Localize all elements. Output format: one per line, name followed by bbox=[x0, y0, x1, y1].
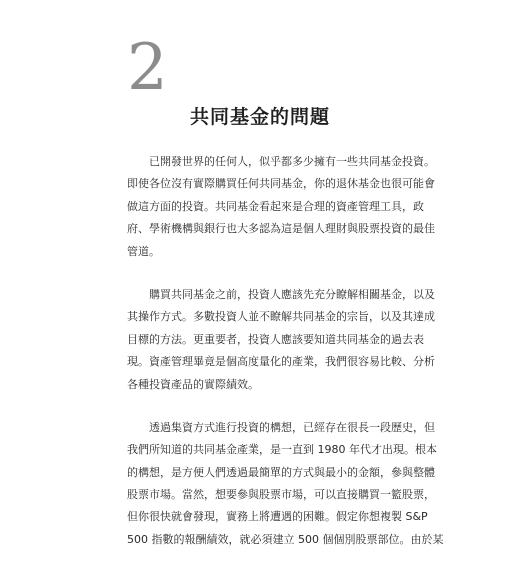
text-line: 購買共同基金之前，投資人應該先充分瞭解相關基金，以及 bbox=[149, 287, 435, 301]
text-line: 管道。 bbox=[127, 244, 160, 258]
text-line: 但你很快就會發現，實務上將遭遇的困難。假定你想複製 S&P bbox=[127, 510, 428, 524]
paragraph bbox=[127, 417, 444, 551]
text-line: 各種投資產品的實際績效。 bbox=[127, 377, 259, 391]
paragraph bbox=[127, 151, 435, 263]
chapter-title: 共同基金的問題 bbox=[189, 106, 330, 128]
text-line: 已開發世界的任何人，似乎都多少擁有一些共同基金投資。 bbox=[149, 155, 435, 168]
text-line: 500 指數的報酬績效，就必須建立 500 個個別股票部位。由於某 bbox=[127, 532, 444, 546]
text-line: 透過集資方式進行投資的構想，已經存在很長一段歷史，但 bbox=[149, 420, 435, 434]
text-line: 股票市場。當然，想要參與股票市場，可以直接購買一籃股票， bbox=[127, 488, 435, 502]
chapter-number: 2 bbox=[127, 31, 168, 105]
text-line: 做這方面的投資。共同基金看起來是合理的資產管理工具，政 bbox=[127, 199, 424, 213]
text-line: 現。資產管理畢竟是個高度量化的產業，我們很容易比較、分析 bbox=[127, 355, 435, 369]
text-line: 的構想，是方便人們透過最簡單的方式與最小的金額，參與整體 bbox=[127, 465, 435, 479]
text-line: 目標的方法。更重要者，投資人應該要知道共同基金的過去表 bbox=[127, 332, 424, 346]
text-line: 其操作方式。多數投資人並不瞭解共同基金的宗旨，以及其達成 bbox=[127, 310, 435, 324]
text-line: 府、學術機構與銀行也大多認為這是個人理財與股票投資的最佳 bbox=[127, 222, 435, 236]
text-line: 我們所知道的共同基金產業，是一直到 1980 年代才出現。根本 bbox=[127, 443, 437, 457]
text-line: 即使各位沒有實際購買任何共同基金，你的退休基金也很可能會 bbox=[127, 177, 435, 191]
paragraph bbox=[127, 284, 435, 396]
chapter-body bbox=[127, 151, 444, 572]
